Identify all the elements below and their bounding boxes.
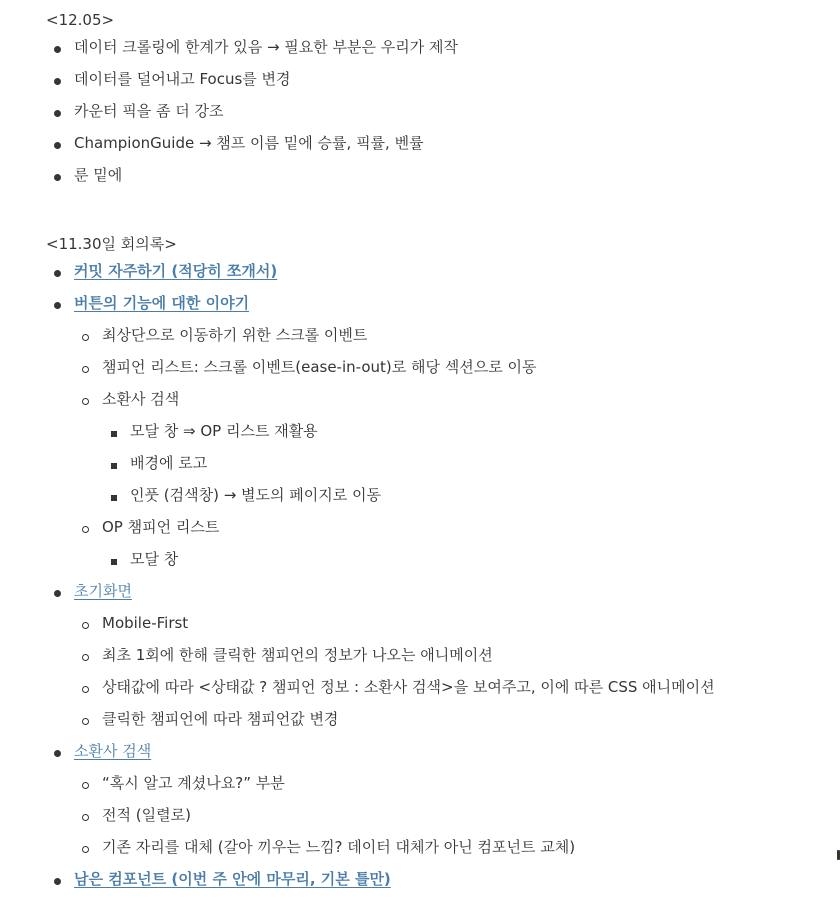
list-item: 카운터 픽을 좀 더 강조 (46, 95, 840, 127)
list-item: 데이터를 덜어내고 Focus를 변경 (46, 63, 840, 95)
circle-bullet-icon (82, 654, 89, 661)
list-item (46, 863, 840, 895)
list-item: 챔피언 리스트: 스크롤 이벤트(ease-in-out)로 해당 섹션으로 이동 (46, 351, 840, 383)
list-item: ChampionGuide → 챔프 이름 밑에 승률, 픽률, 벤률 (46, 127, 840, 159)
circle-bullet-icon (82, 334, 89, 341)
bullet-icon (54, 590, 61, 597)
list-item: 모달 창 (46, 543, 840, 575)
list-1205 (46, 31, 840, 191)
bullet-icon (54, 110, 61, 117)
section-heading-1130: <11.30일 회의록> (46, 235, 177, 253)
bullet-icon (54, 270, 61, 277)
list-item: 소환사 검색 (46, 383, 840, 415)
bullet-icon (54, 750, 61, 757)
list-item: Mobile-First (46, 607, 840, 639)
link-button-features[interactable]: 버튼의 기능에 대한 이야기 (74, 294, 250, 312)
list-item: 전적 (일렬로) (46, 799, 840, 831)
square-bullet-icon (111, 495, 117, 501)
spacer (46, 191, 840, 233)
bullet-icon (54, 174, 61, 181)
circle-bullet-icon (82, 814, 89, 821)
link-summoner-search[interactable]: 소환사 검색 (74, 742, 152, 760)
circle-bullet-icon (82, 718, 89, 725)
list-item (46, 575, 840, 607)
list-item: 룬 밑에 (46, 159, 840, 191)
bullet-icon (54, 142, 61, 149)
bullet-icon (54, 46, 61, 53)
list-item: 모달 창 ⇒ OP 리스트 재활용 (46, 415, 840, 447)
link-initial-screen[interactable]: 초기화면 (74, 582, 132, 600)
section-heading-1205: <12.05> (46, 11, 115, 29)
list-item: 기존 자리를 대체 (갈아 끼우는 느낌? 데이터 대체가 아닌 컴포넌트 교체) (46, 831, 840, 863)
link-remaining-components[interactable]: 남은 컴포넌트 (이번 주 안에 마무리, 기본 틀만) (74, 870, 391, 888)
list-item (46, 287, 840, 319)
list-item: 데이터 크롤링에 한계가 있음 → 필요한 부분은 우리가 제작 (46, 31, 840, 63)
square-bullet-icon (111, 431, 117, 437)
list-item: OP 챔피언 리스트 (46, 511, 840, 543)
square-bullet-icon (111, 559, 117, 565)
circle-bullet-icon (82, 686, 89, 693)
list-item: “혹시 알고 계셨나요?” 부분 (46, 767, 840, 799)
list-item: 최초 1회에 한해 클릭한 챔피언의 정보가 나오는 애니메이션 (46, 639, 840, 671)
circle-bullet-icon (82, 366, 89, 373)
bullet-icon (54, 302, 61, 309)
circle-bullet-icon (82, 846, 89, 853)
list-item (46, 735, 840, 767)
circle-bullet-icon (82, 398, 89, 405)
list-item (46, 255, 840, 287)
circle-bullet-icon (82, 782, 89, 789)
list-item: 상태값에 따라 <상태값 ? 챔피언 정보 : 소환사 검색>을 보여주고, 이에 따른 CSS 애니메이션 (46, 671, 840, 703)
list-item: 클릭한 챔피언에 따라 챔피언값 변경 (46, 703, 840, 735)
list-item: 배경에 로고 (46, 447, 840, 479)
bullet-icon (54, 878, 61, 885)
list-1130 (46, 255, 840, 895)
bullet-icon (54, 78, 61, 85)
circle-bullet-icon (82, 526, 89, 533)
link-commit-often[interactable]: 커밋 자주하기 (적당히 쪼개서) (74, 262, 278, 280)
list-item: 최상단으로 이동하기 위한 스크롤 이벤트 (46, 319, 840, 351)
list-item: 인풋 (검색창) → 별도의 페이지로 이동 (46, 479, 840, 511)
square-bullet-icon (111, 463, 117, 469)
circle-bullet-icon (82, 622, 89, 629)
